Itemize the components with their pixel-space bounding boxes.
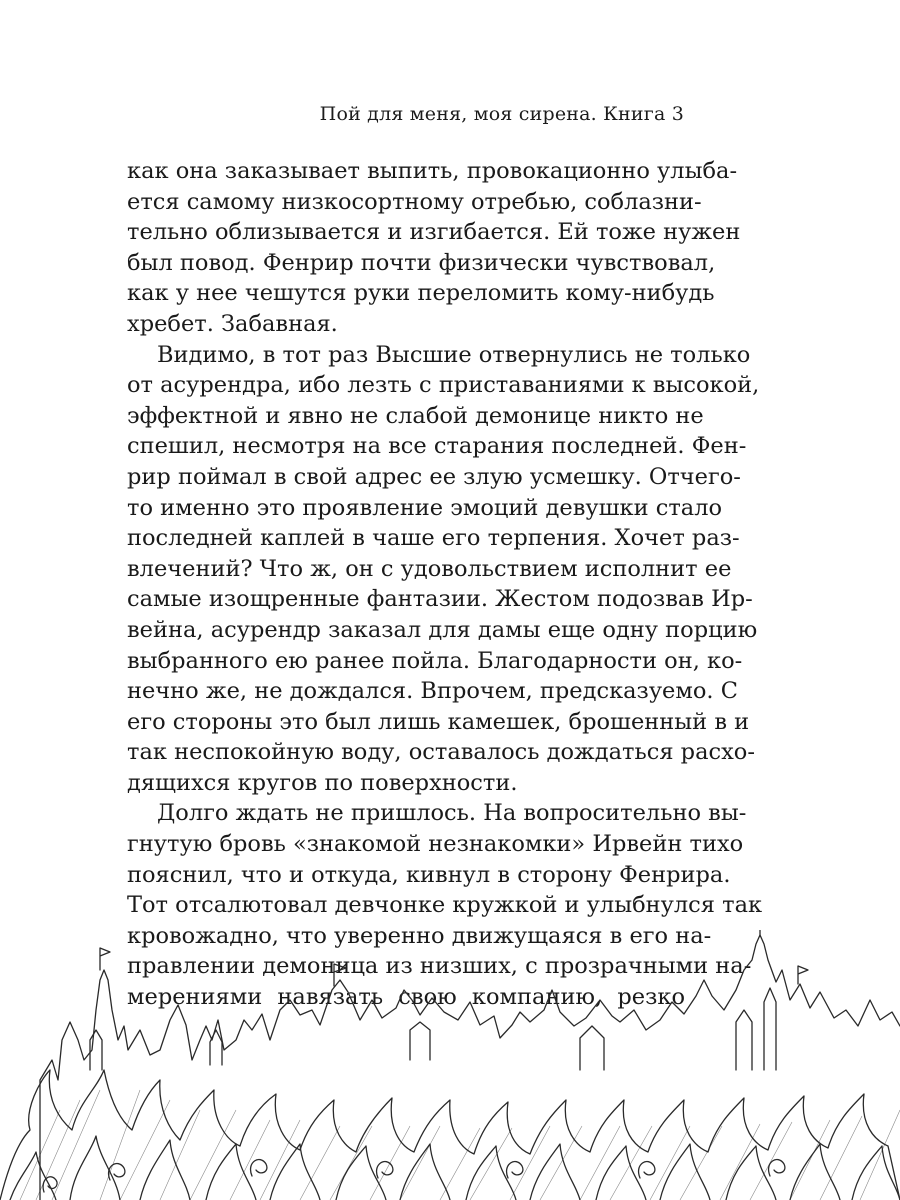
text-line: тельно облизывается и изгибается. Ей тоже нужен: [127, 219, 741, 246]
text-line: рир поймал в свой адрес ее злую усмешку. Отчего-: [127, 463, 741, 490]
text-line: нечно же, не дождался. Впрочем, предсказуемо. С: [127, 678, 738, 705]
text-line: Видимо, в тот раз Высшие отвернулись не только: [157, 341, 751, 368]
text-line: ется самому низкосортному отребью, соблазни-: [127, 188, 702, 215]
text-line: Тот отсалютовал девчонке кружкой и улыбнулся так: [127, 892, 763, 919]
body-text: [127, 156, 763, 1013]
text-line: спешил, несмотря на все старания последней. Фен-: [127, 433, 747, 460]
text-line: Долго ждать не пришлось. На вопросительно вы-: [157, 800, 747, 827]
text-line: мерениями навязать свою компанию, резко: [127, 984, 685, 1011]
text-line: дящихся кругов по поверхности.: [127, 769, 518, 796]
running-header-title: Пой для меня, моя сирена. Книга 3: [319, 103, 684, 125]
city-skyline: [40, 935, 900, 1200]
text-line: был повод. Фенрир почти физически чувствовал,: [127, 249, 716, 276]
text-line: как она заказывает выпить, провокационно улыба-: [127, 158, 738, 184]
text-line: последней каплей в чаше его терпения. Хочет раз-: [127, 525, 740, 552]
text-line: кровожадно, что уверенно движущаяся в его на-: [127, 922, 712, 949]
text-line: эффектной и явно не слабой демонице никто не: [127, 402, 704, 429]
burning-city-illustration: [0, 930, 900, 1200]
text-line: вейна, асурендр заказал для дамы еще одну порцию: [127, 616, 758, 643]
text-line: влечений? Что ж, он с удовольствием исполнит ее: [127, 555, 732, 582]
text-line: хребет. Забавная.: [127, 310, 338, 337]
flame-row: [0, 1070, 900, 1200]
text-line: то именно это проявление эмоций девушки стало: [127, 494, 723, 521]
text-line: так неспокойную воду, оставалось дождаться расхо-: [127, 739, 755, 766]
text-line: гнутую бровь «знакомой незнакомки» Ирвейн тихо: [127, 831, 744, 858]
text-line: пояснил, что и откуда, кивнул в сторону Фенрира.: [127, 861, 731, 888]
text-line: как у нее чешутся руки переломить кому-нибудь: [127, 280, 715, 307]
text-line: его стороны это был лишь камешек, брошенный в и: [127, 708, 750, 735]
text-line: правлении демоница из низших, с прозрачными на-: [127, 953, 752, 980]
text-line: от асурендра, ибо лезть с приставаниями к высокой,: [127, 372, 760, 399]
text-line: самые изощренные фантазии. Жестом подозвав Ир-: [127, 586, 753, 613]
text-line: выбранного ею ранее пойла. Благодарности он, ко-: [127, 647, 743, 674]
